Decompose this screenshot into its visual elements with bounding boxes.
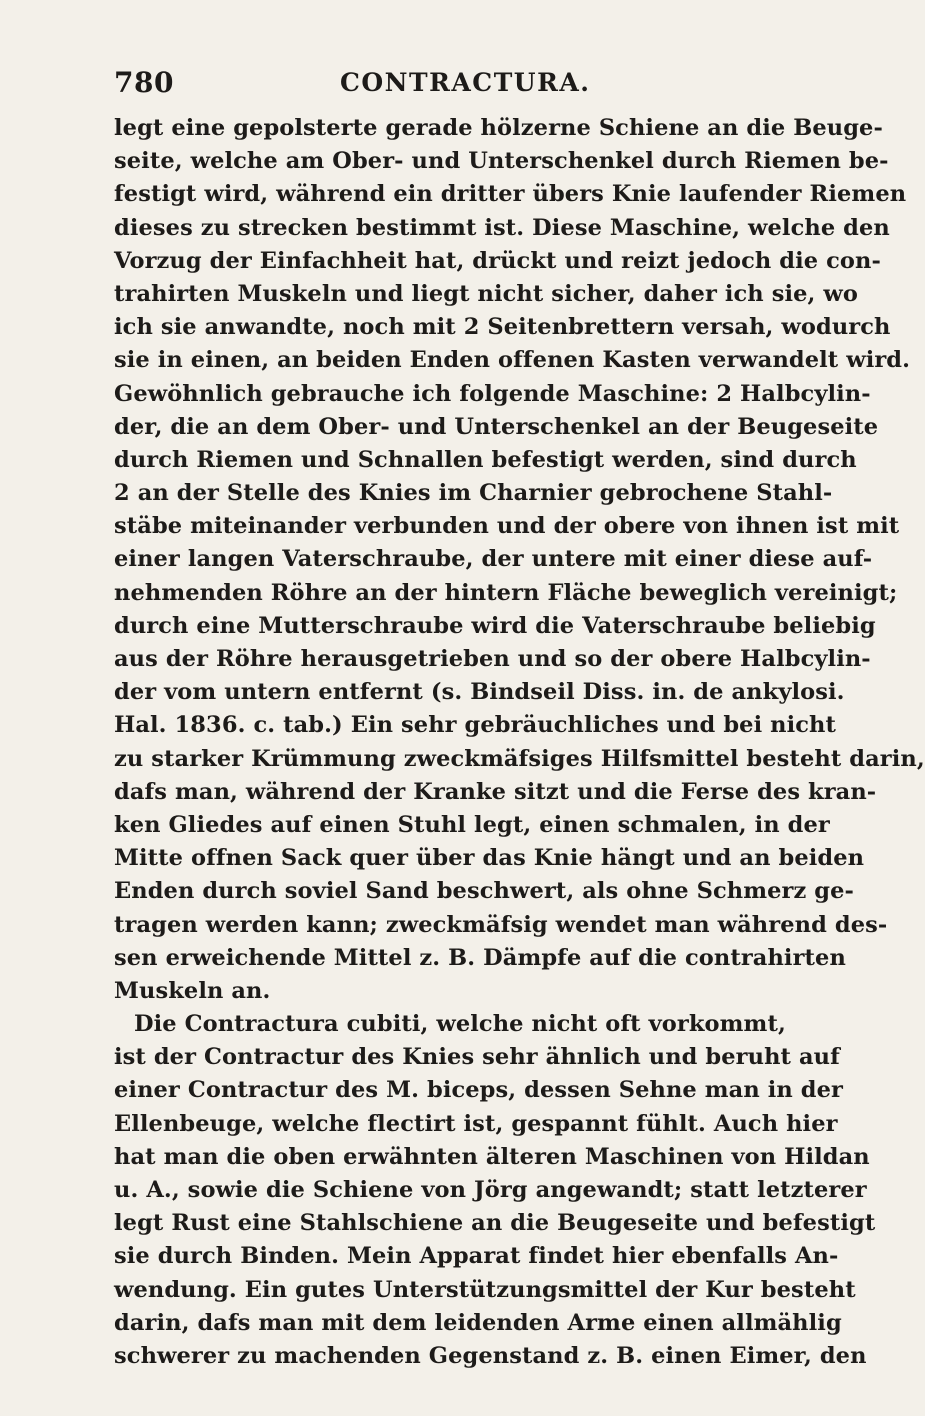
text-line: ich sie anwandte, noch mit 2 Seitenbrettern versah, wodurch — [114, 314, 891, 341]
text-line: schwerer zu machenden Gegenstand z. B. einen Eimer, den — [114, 1342, 867, 1369]
text-line: Vorzug der Einfachheit hat, drückt und reizt jedoch die con- — [114, 247, 881, 274]
text-line: festigt wird, während ein dritter übers Knie laufender Riemen — [114, 181, 907, 208]
text-line: dieses zu strecken bestimmt ist. Diese Maschine, welche den — [114, 214, 890, 241]
text-line: u. A., sowie die Schiene von Jörg angewandt; statt letzterer — [114, 1177, 867, 1203]
text-line: der, die an dem Ober- und Unterschenkel an der Beugeseite — [114, 413, 879, 440]
text-line: darin, dafs man mit dem leidenden Arme einen allmählig — [114, 1309, 842, 1336]
text-line: dafs man, während der Kranke sitzt und die Ferse des kran- — [114, 778, 877, 805]
text-line: Enden durch soviel Sand beschwert, als ohne Schmerz ge- — [114, 878, 854, 905]
text-line: tragen werden kann; zweckmäfsig wendet man während des- — [114, 911, 888, 938]
text-line: legt eine gepolsterte gerade hölzerne Schiene an die Beuge- — [114, 115, 883, 141]
text-line: 2 an der Stelle des Knies im Charnier gebrochene Stahl- — [114, 480, 833, 507]
text-line: Ellenbeuge, welche flectirt ist, gespannt fühlt. Auch hier — [114, 1110, 838, 1137]
text-line: der vom untern entfernt (s. Bindseil Diss. in. de ankylosi. — [114, 679, 845, 706]
text-line: ist der Contractur des Knies sehr ähnlich und beruht auf — [114, 1044, 840, 1071]
text-line: aus der Röhre herausgetrieben und so der obere Halbcylin- — [114, 646, 871, 672]
text-line: legt Rust eine Stahlschiene an die Beugeseite und befestigt — [114, 1210, 876, 1237]
text-line: nehmenden Röhre an der hintern Fläche beweglich vereinigt; — [114, 579, 898, 606]
text-line: ken Gliedes auf einen Stuhl legt, einen schmalen, in der — [114, 811, 830, 838]
text-line: Hal. 1836. c. tab.) Ein sehr gebräuchliches und bei nicht — [114, 712, 837, 739]
text-line: Die Contractura cubiti, welche nicht oft vorkommt, — [134, 1011, 786, 1038]
text-line: sie durch Binden. Mein Apparat findet hier ebenfalls An- — [114, 1243, 839, 1270]
text-line: seite, welche am Ober- und Unterschenkel durch Riemen be- — [114, 148, 889, 175]
text-line: Mitte offnen Sack quer über das Knie hängt und an beiden — [114, 845, 865, 872]
text-line: einer langen Vaterschraube, der untere mit einer diese auf- — [114, 546, 873, 573]
text-line: einer Contractur des M. biceps, dessen Sehne man in der — [114, 1077, 843, 1104]
text-line: stäbe miteinander verbunden und der obere von ihnen ist mit — [114, 513, 900, 540]
running-head: CONTRACTURA. — [340, 68, 591, 97]
text-line: durch eine Mutterschraube wird die Vaterschraube beliebig — [114, 612, 876, 639]
text-line: hat man die oben erwähnten älteren Maschinen von Hildan — [114, 1143, 870, 1170]
text-line: sie in einen, an beiden Enden offenen Kasten verwandelt wird. — [114, 347, 911, 374]
text-line: durch Riemen und Schnallen befestigt werden, sind durch — [114, 446, 857, 473]
text-line: Gewöhnlich gebrauche ich folgende Maschine: 2 Halbcylin- — [114, 380, 871, 407]
page-header — [0, 66, 801, 102]
text-line: zu starker Krümmung zweckmäfsiges Hilfsmittel besteht darin, — [114, 745, 925, 772]
text-line: Muskeln an. — [114, 977, 271, 1004]
text-line: sen erweichende Mittel z. B. Dämpfe auf die contrahirten — [114, 944, 846, 971]
body-text — [114, 112, 925, 1373]
text-line: trahirten Muskeln und liegt nicht sicher, daher ich sie, wo — [114, 280, 858, 307]
text-line: wendung. Ein gutes Unterstützungsmittel der Kur besteht — [114, 1276, 856, 1303]
page-number: 780 — [114, 66, 174, 99]
